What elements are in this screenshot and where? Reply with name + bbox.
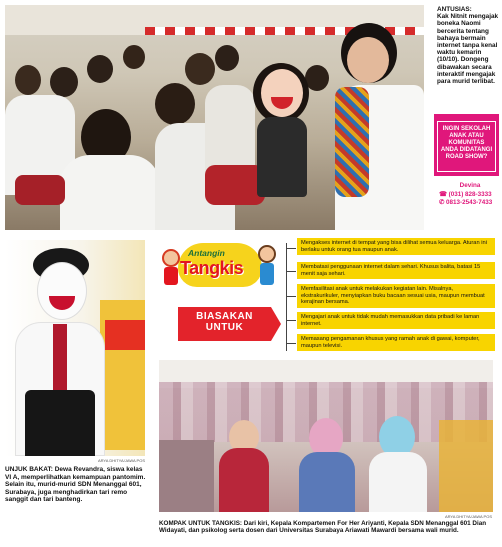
tip-item: Memasang pengamanan khusus yang ramah anak di gawai, komputer, maupun televisi.	[297, 334, 495, 351]
storyteller-face	[347, 37, 389, 83]
tip-tick	[286, 271, 296, 272]
habits-label-line1: BIASAKAN	[196, 311, 253, 322]
tip-item: Memfasilitasi anak untuk melakukan kegiatan lain. Misalnya, ekstrakurikuler, menyiapkan buku bacaan sesuai usia, maupun membuat kerajinan bersama.	[297, 284, 495, 308]
habits-label-line2: UNTUK	[205, 322, 244, 333]
pupil-head	[123, 45, 145, 69]
mime-tie	[53, 324, 67, 394]
audience-members	[439, 420, 493, 512]
mime-caption-heading: UNJUK BAKAT:	[5, 466, 53, 473]
contact-mobile: ✆ 0813-2543-7433	[439, 199, 493, 206]
mime-photo-credit: ARYA DHITYA/JAWA POS	[97, 458, 145, 463]
mime-performance-photo	[5, 240, 145, 456]
group-caption-heading: KOMPAK UNTUK TANGKIS:	[159, 520, 243, 527]
tips-bracket	[286, 243, 296, 351]
logo-brand: Antangin	[188, 248, 225, 258]
banner-lettering	[105, 320, 145, 350]
mime-face	[37, 262, 87, 320]
pupil-head	[15, 65, 41, 95]
storytelling-caption	[437, 6, 499, 85]
tip-item: Mengajari anak untuk tidak mudah memasukkan data pribadi ke laman internet.	[297, 312, 495, 329]
caption-body: Kak Nitnit mengajak boneka Naomi bercerita tentang bahaya bermain internet tanpa kenal waktu kemarin (10/10). Dongeng dibawakan secara interaktif mengajak para murid terlibat.	[437, 13, 499, 86]
tip-tick	[286, 248, 296, 249]
audience-members	[159, 440, 214, 512]
tip-item: Mengakses internet di tempat yang bisa dilihat semua keluarga. Aturan ini berlaku untuk orang tua maupun anak.	[297, 238, 495, 255]
antangin-tangkis-logo	[160, 239, 278, 291]
storytelling-photo	[5, 5, 424, 230]
habits-label-arrow	[271, 307, 281, 341]
pupil-head	[215, 45, 239, 71]
logo-kid-right-icon	[258, 245, 276, 263]
group-photo	[159, 360, 493, 512]
puppet-face	[261, 69, 303, 117]
pupil-shirt	[205, 85, 255, 175]
logo-kid-left-icon	[162, 249, 180, 267]
presenter-outfit	[219, 448, 269, 512]
group-photo-credit: ARYA DHITYA/JAWA POS	[444, 514, 492, 519]
storyteller-scarf	[335, 87, 369, 197]
pupil-head	[50, 67, 78, 97]
mime-trousers	[25, 390, 95, 456]
logo-kid-right-body	[260, 263, 274, 285]
group-caption-body: Dari kiri, Kepala Kompartemen For Her Ariyanti, Kepala SDN Menanggal 601 Dian Widayati, dan psikolog serta dosen dari Universitas Surabaya Ariawati Mawardi bersama wali murid.	[159, 520, 487, 535]
pupil-head	[155, 83, 195, 125]
tip-item: Membatasi penggunaan internet dalam sehari. Khusus balita, batasi 15 menit saja sehari.	[297, 262, 495, 279]
mime-caption-body: Dewa Revandra, siswa kelas VI A, memperlihatkan kemampuan pantomim. Selain itu, murid-murid SDN Menanggal 601, Surabaya, juga menghadirkan tari remo sanggit dan tari banteng.	[5, 466, 146, 504]
group-caption	[159, 520, 497, 535]
pupil-head	[185, 53, 215, 85]
contact-phone: ☎ (031) 828-3333	[439, 191, 492, 198]
road-show-invite-text: INGIN SEKOLAH ANAK ATAU KOMUNITAS ANDA DIDATANGI ROAD SHOW?	[437, 121, 496, 172]
tip-tick	[286, 343, 296, 344]
tip-tick	[286, 320, 296, 321]
pupil-trousers	[15, 175, 65, 205]
mime-caption	[5, 466, 147, 504]
contact-info	[439, 182, 501, 207]
pupil-shirt	[60, 155, 160, 230]
pupil-trousers	[205, 165, 265, 205]
caption-heading: ANTUSIAS:	[437, 6, 472, 13]
contact-name: Devina	[459, 182, 481, 189]
logo-kid-left-body	[164, 267, 178, 285]
presenter-outfit	[299, 452, 355, 512]
tip-tick	[286, 296, 296, 297]
puppet-body	[257, 117, 307, 197]
logo-title: Tangkis	[180, 258, 244, 278]
pupil-head	[87, 55, 113, 83]
road-show-invite-box	[434, 114, 499, 176]
habits-label	[178, 307, 271, 341]
presenter-outfit	[369, 452, 427, 512]
